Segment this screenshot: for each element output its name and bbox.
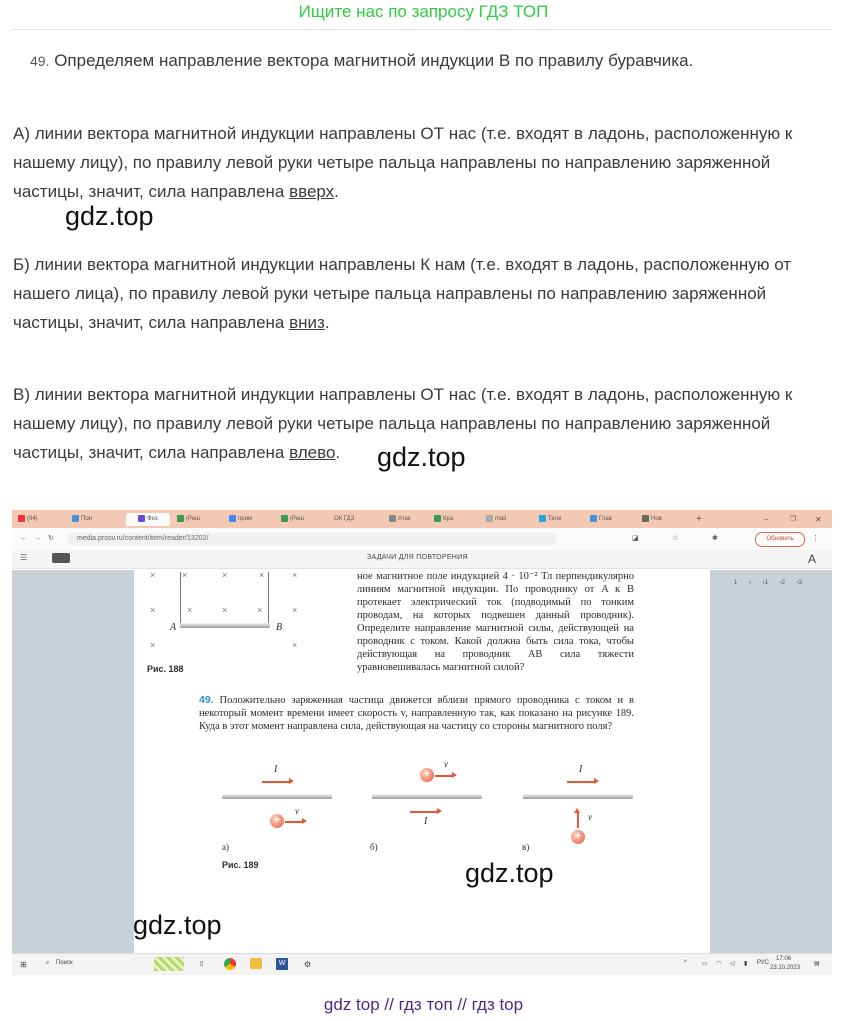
reload-icon: ↻ [48,535,54,542]
close-icon: ✕ [815,515,822,524]
velocity-label: v [444,759,448,769]
tab-label: Физ [147,516,158,522]
task-view-icon: ▯ [200,961,204,967]
search-icon: ⌕ [46,960,50,966]
field-cross: × [222,605,228,615]
current-label: I [274,764,278,775]
zoom-controls: 1 ‹ ‹1 ‹2 ‹3 [734,580,803,586]
browser-tab [334,513,354,526]
intro-line [30,46,830,76]
answer-a [13,119,835,206]
velocity-arrow [285,821,303,823]
reader-header [12,550,832,569]
velocity-arrow [435,775,453,777]
volume-icon: ◁ [730,961,735,967]
forward-icon: → [34,535,41,542]
browser-tab [18,513,38,526]
page-icon [590,515,597,522]
keyboard-language: РУС [757,960,770,966]
subfigure-b-label: б) [370,842,378,852]
browser-tab [389,513,411,526]
conductor [523,794,633,799]
page-icon [434,515,441,522]
task-number: 49. [30,53,50,69]
footer-links[interactable]: gdz top // гдз топ // гдз top [323,995,524,1014]
youtube-icon [18,515,25,522]
particle: + [420,768,434,782]
figure-189-caption: Рис. 189 [222,860,259,870]
field-cross: × [187,605,193,615]
font-size-icon: A [808,552,817,566]
field-cross: × [182,570,188,580]
mail-icon [486,515,493,522]
tab-label: (94) [27,516,38,522]
field-cross: × [150,570,156,580]
watermark: gdz.top [465,858,554,888]
figure-188-caption: Рис. 188 [147,664,184,674]
answer-b-end: . [324,313,330,332]
watermark: gdz.top [133,910,222,940]
particle: + [571,830,585,844]
tab-label: ОК ГДЗ [334,516,355,522]
page-icon [72,515,79,522]
intro-text: Определяем направление вектора магнитной индукции В по правилу буравчика. [54,51,694,70]
page-icon [281,515,288,522]
star-icon: ☆ [672,535,679,542]
browser-tab [177,513,200,526]
left-margin [12,570,134,953]
suspension-wire [180,572,181,624]
field-cross: × [292,640,298,650]
answer-c-text: В) линии вектора магнитной индукции направлены ОТ нас (т.е. входят в ладонь, расположенную к нашему лицу), по правилу левой руки четыре пальца направлены по направлению заряженной частицы, значит, сила направлена [13,385,793,462]
tray-chevron-icon: ^ [684,960,687,966]
back-icon: ← [20,535,27,542]
answer-a-text: А) линии вектора магнитной индукции направлены ОТ нас (т.е. входят в ладонь, расположенную к нашему лицу), по правилу левой руки четыре пальца направлены по направлению заряженной частицы, значит, сила направлена [13,124,793,201]
answer-b-text: Б) линии вектора магнитной индукции направлены К нам (т.е. входят в ладонь, расположенную от нашего лица), по правилу левой руки четыре пальца направлены по направлению заряженной частицы, значит, сила направлена [13,255,792,332]
browser-tab-bar [12,510,832,528]
browser-tab [539,513,561,526]
field-cross: × [292,570,298,580]
current-arrow [567,781,595,783]
page-icon [138,515,145,522]
tab-label: Кра [443,516,454,522]
browser-tab-active [126,513,170,526]
watermark: gdz.top [377,442,466,472]
field-cross: × [257,605,263,615]
word-icon: W [276,958,288,970]
label-b: B [276,622,283,633]
browser-tab [72,513,92,526]
minimize-icon: – [764,515,769,524]
label-a: A [170,622,177,633]
settings-icon: ⚙ [304,960,312,969]
puzzle-icon: ✱ [712,535,718,542]
field-cross: × [259,570,265,580]
answer-c-result: влево [289,443,336,462]
page-icon [389,515,396,522]
url-field: media.prosv.ru/content/item/reader/13202/ [67,533,557,545]
browser-tab [590,513,612,526]
network-icon: ▭ [702,961,708,967]
textbook-screenshot [12,510,832,975]
field-cross: × [222,570,228,580]
current-arrow [410,811,438,813]
book-icon [52,553,70,563]
answer-a-result: вверх [289,182,335,201]
menu-icon: ⋮ [812,535,819,542]
folder-icon [250,958,262,969]
current-label: I [579,764,583,775]
current-label: I [424,816,428,827]
page-icon [642,515,649,522]
subfigure-c-label: в) [522,842,530,852]
tab-label: Пон [81,516,92,522]
subfigure-a-label: а) [222,842,229,852]
chrome-icon [224,958,236,970]
google-icon [229,515,236,522]
browser-tab [642,513,662,526]
wifi-icon: ◠ [716,961,722,967]
conductor [222,794,332,799]
velocity-arrow [577,812,579,828]
watermark: gdz.top [65,201,154,231]
particle: + [270,814,284,828]
browser-tab [434,513,453,526]
field-cross: × [150,605,156,615]
divider [12,29,832,30]
tab-label: (Реш [290,516,304,522]
clock-date: 23.10.2023 [770,965,801,971]
velocity-label: v [295,806,299,816]
browser-tab [281,513,304,526]
task-49-text: Положительно заряженная частица движется вблизи прямого проводника с током и в некоторый момент времени имеет скорость v, направленную так, как показано на рисунке 189. Куда в этот момент направлена сила, действующая на частицу со стороны магнитного поля? [199,695,634,732]
search-banner[interactable]: Ищите нас по запросу ГДЗ ТОП [298,2,549,21]
conductor [372,794,482,799]
field-cross: × [292,605,298,615]
task-49-number: 49. [199,694,214,706]
windows-icon: ⊞ [20,960,27,969]
answer-a-end: . [334,182,339,201]
browser-tab [486,513,506,526]
tab-label: (Реш [186,516,200,522]
update-button: Обновить [755,532,805,547]
tab-label: mail [495,516,507,522]
battery-icon: ▮ [744,961,748,967]
extension-icon: ◪ [632,535,639,542]
answer-b [13,250,835,337]
windows-taskbar [12,953,832,975]
hamburger-icon: ☰ [20,553,28,562]
conductor-ab [180,623,270,628]
task-49 [199,694,634,733]
answer-c-end: . [335,443,341,462]
tab-label: Теле [548,516,562,522]
maximize-icon: ❐ [790,516,797,523]
clock-time: 17:06 [776,956,792,962]
tab-label: прим [238,516,253,522]
telegram-icon [539,515,546,522]
reader-area [12,550,832,953]
page-icon [177,515,184,522]
current-arrow [262,781,290,783]
tab-label: Нов [651,516,662,522]
tab-label: Глав [599,516,612,522]
address-bar [12,528,832,551]
browser-tab [229,513,252,526]
taskbar-search: Поиск [56,960,73,966]
field-cross: × [150,640,156,650]
right-margin [710,570,832,953]
previous-task-text: ное магнитное поле индукцией 4 · 10⁻² Тл перпендикулярно линиям магнитной индукции. По проводнику от A к B протекает электрический ток (подводимый по тонким проводам, на которых подвешен данный проводник). Определите направление магнитной силы, действующей на проводник с током. Какой должна быть сила тока, чтобы действующая на проводник AB сила тяжести уравновешивалась магнитной силой? [357,571,634,673]
taskbar-widget [154,957,184,971]
reader-section-title: ЗАДАЧИ ДЛЯ ПОВТОРЕНИЯ [367,554,468,561]
notification-icon: ▤ [814,961,820,967]
new-tab-icon: + [696,514,702,525]
velocity-label: v [588,812,592,822]
suspension-wire [268,572,269,624]
tab-label: Атак [398,516,411,522]
answer-b-result: вниз [289,313,325,332]
